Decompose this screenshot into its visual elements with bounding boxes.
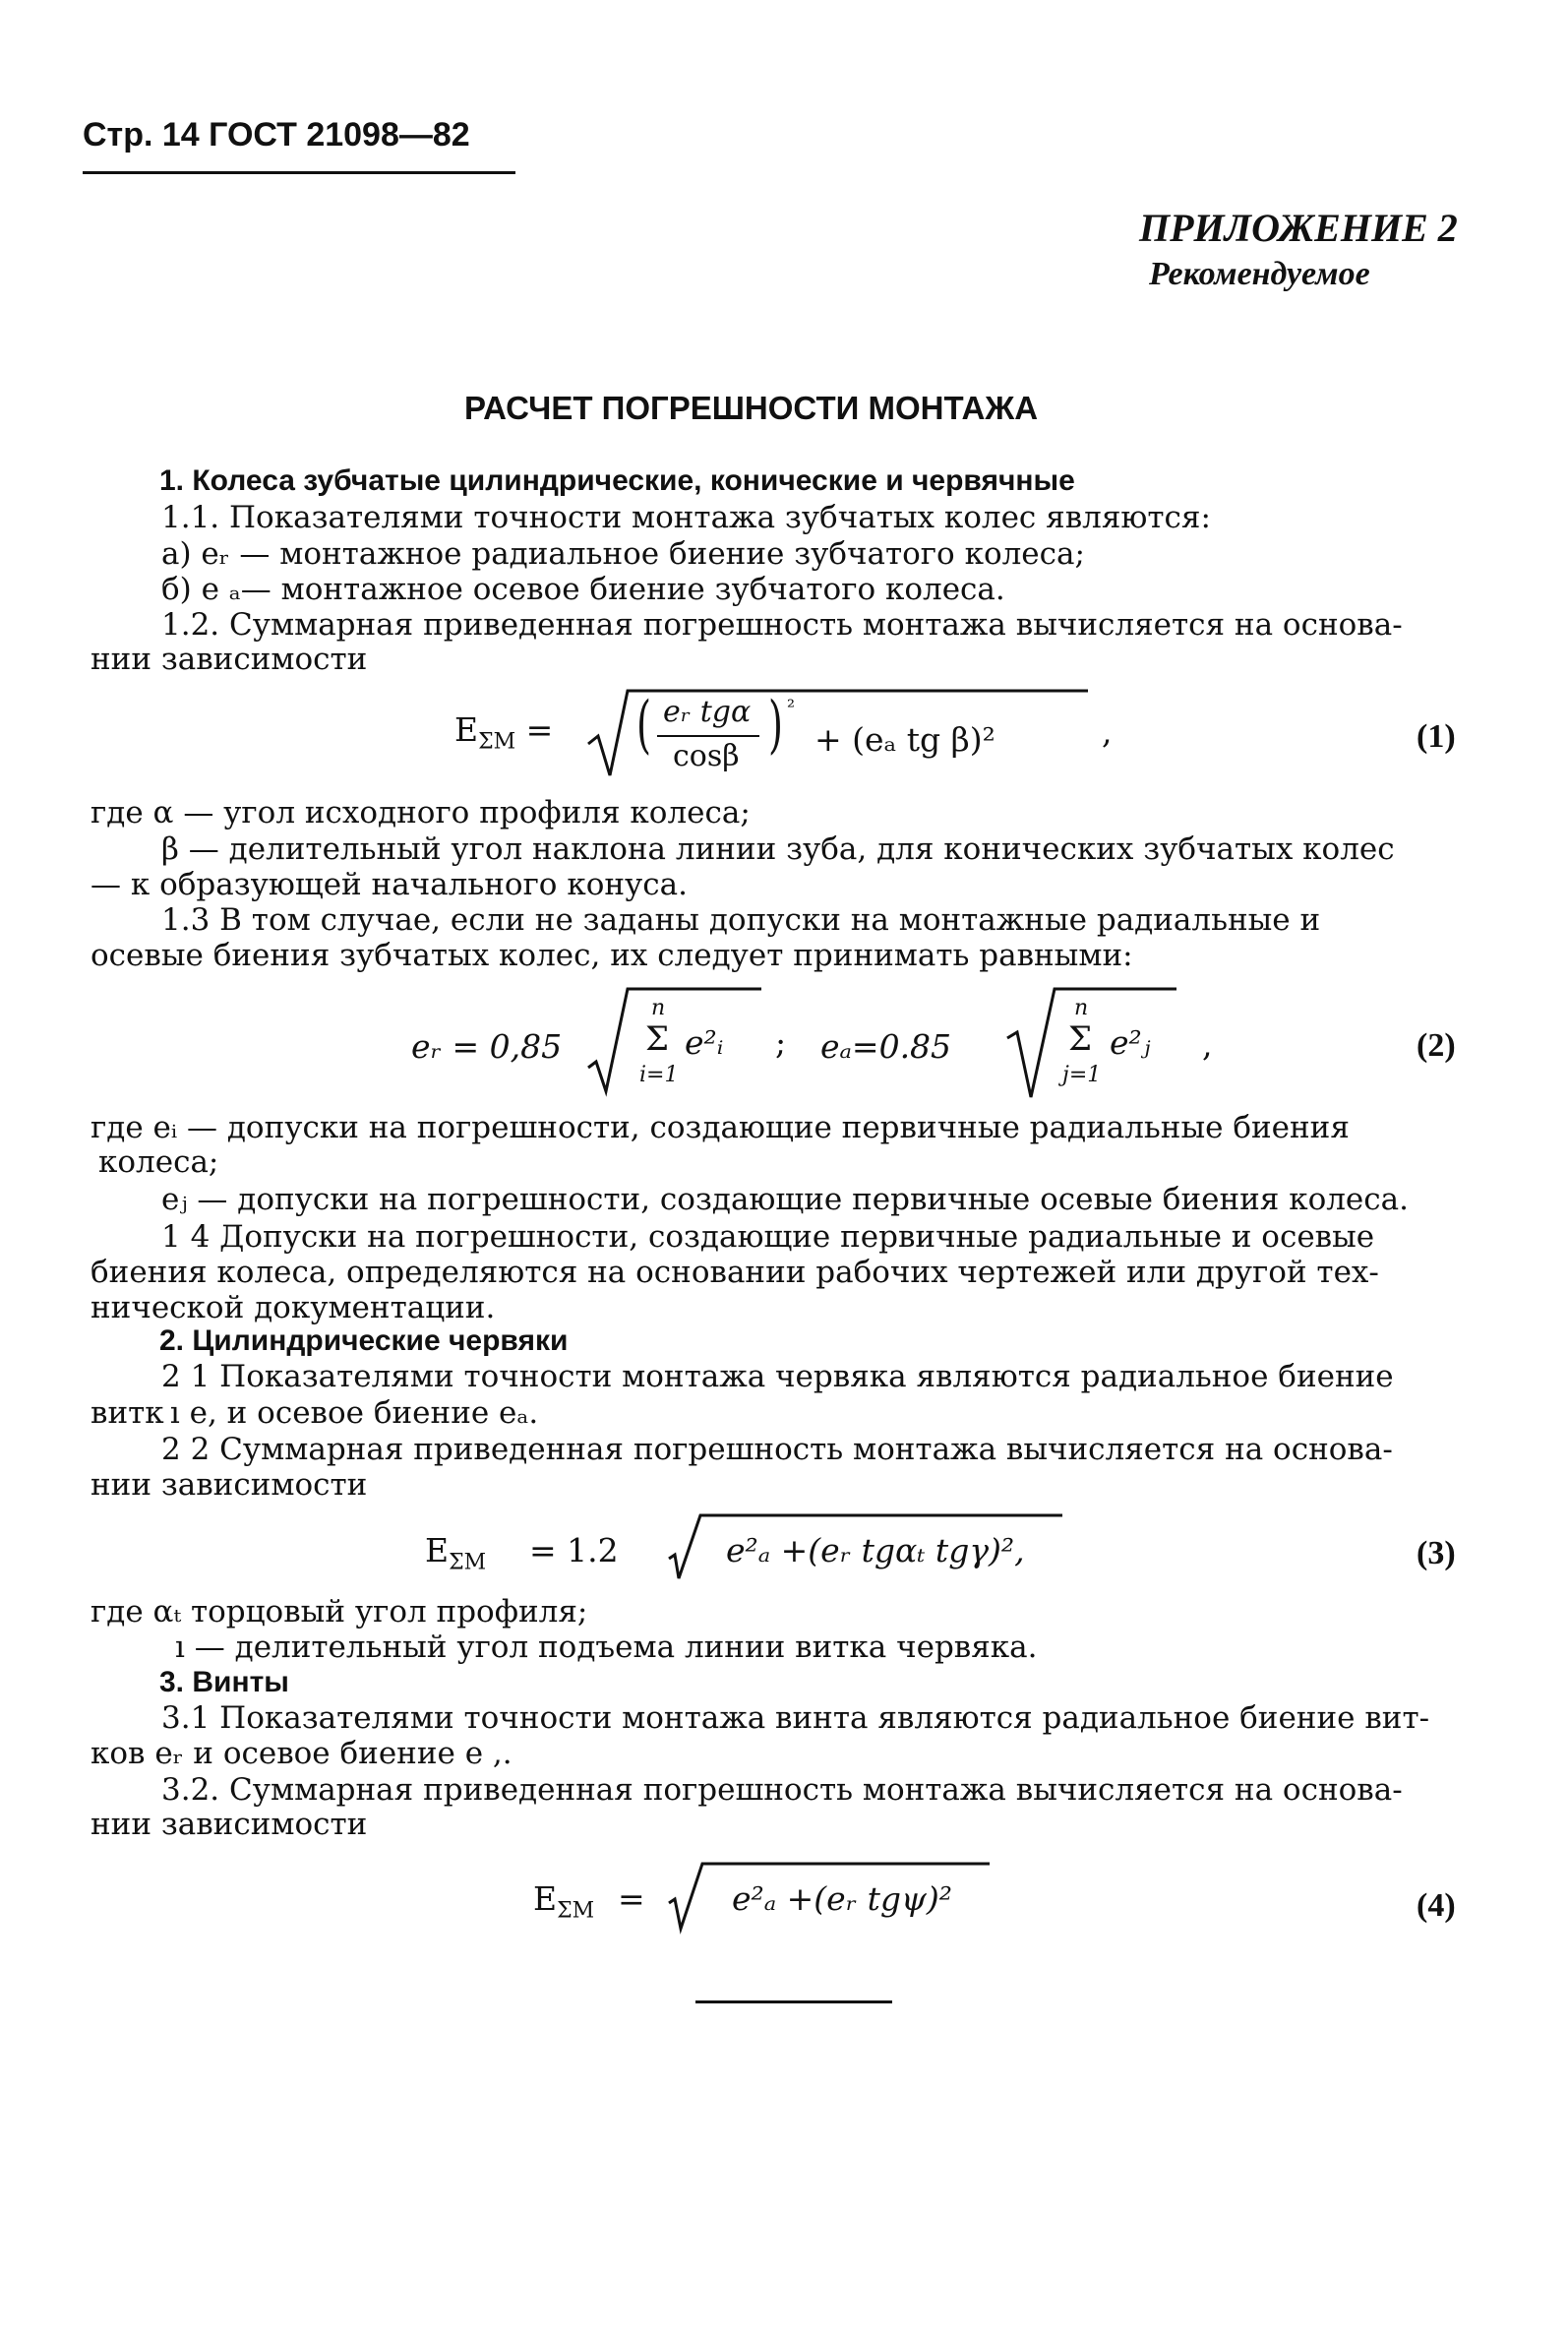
formula-2-separator: ; [775,1023,787,1062]
formula-2-sum1-bottom: i=1 [639,1063,679,1087]
formula-3-radicand: e²ₐ +(eᵣ tgαₜ tgγ)², [726,1531,1025,1569]
header-rule [83,171,515,174]
section-1-heading: 1. Колеса зубчатые цилиндрические, конические и червячные [159,464,1075,497]
formula-4-radicand: e²ₐ +(eᵣ tgψ)² [732,1879,953,1918]
formula-3-coef: = 1.2 [529,1531,619,1569]
formula-2-ei: e²ᵢ [685,1023,724,1062]
where-gamma: ı — делительный угол подъема линии витка червяка. [175,1630,1038,1665]
formula-4-lhs-e: E [533,1879,558,1918]
where-ei-line2: колеса; [98,1144,219,1180]
document-title: РАСЧЕТ ПОГРЕШНОСТИ МОНТАЖА [464,390,1039,426]
formula-2-radical-2 [1007,989,1015,997]
paragraph-2-2-line1: 2 2 Суммарная приведенная погрешность монтажа вычисляется на основа- [161,1432,1393,1467]
item-b: б) e ₐ— монтажное осевое биение зубчатого колеса. [161,572,1005,607]
formula-2-sum1: Σ [645,1019,670,1059]
formula-4-eq: = [618,1879,645,1918]
formula-2-radical-1 [588,989,596,997]
item-a: а) eᵣ — монтажное радиальное биение зубчатого колеса; [161,536,1085,572]
formula-2-mid: eₐ=0.85 [820,1027,952,1066]
formula-2-number: (2) [1417,1027,1456,1064]
formula-1-lhs: $E_{\Sigma M}$ = [454,710,554,755]
paragraph-2-1-line2: витк ı e, и осевое биение eₐ. [90,1395,539,1431]
formula-2-sum2-bottom: j=1 [1062,1063,1102,1087]
section-2-heading: 2. Цилиндрические червяки [159,1324,569,1357]
formula-1-paren-open: ( [635,689,651,762]
where-ei-line1: где eᵢ — допуски на погрешности, создающие первичные радиальные биения [90,1110,1350,1145]
formula-4-number: (4) [1417,1887,1456,1924]
formula-3-radical [669,1515,677,1523]
where-alpha-t: где αₜ торцовый угол профиля; [90,1594,588,1630]
paragraph-3-2-line1: 3.2. Суммарная приведенная погрешность монтажа вычисляется на основа- [161,1772,1403,1808]
formula-2-tail: , [1202,1025,1213,1064]
paragraph-1-4-line3: нической документации. [90,1290,496,1325]
formula-4-lhs-sub: ΣM [557,1898,595,1924]
formula-1-radical [588,691,596,699]
paragraph-2-2-line2: нии зависимости [90,1467,368,1503]
formula-1-denominator: cosβ [673,739,740,773]
paragraph-3-1-line2: ков eᵣ и осевое биение e ,. [90,1736,513,1771]
where-alpha: где α — угол исходного профиля колеса; [90,795,751,830]
end-rule [695,2000,892,2003]
paragraph-2-1-line1: 2 1 Показателями точности монтажа червяка являются радиальное биение [161,1359,1394,1394]
formula-1-fraction-bar [657,735,759,737]
formula-1-square: ² [787,695,796,718]
appendix-label: ПРИЛОЖЕНИЕ 2 [1139,206,1458,250]
formula-2-sum1-top: n [651,996,666,1020]
paragraph-1-2-line1: 1.2. Суммарная приведенная погрешность монтажа вычисляется на основа- [161,607,1403,643]
formula-2-lhs: eᵣ = 0,85 [411,1027,563,1066]
paragraph-1-3-line2: осевые биения зубчатых колес, их следует принимать равными: [90,938,1133,973]
paragraph-1-2-line2: нии зависимости [90,642,368,677]
appendix-type: Рекомендуемое [1149,256,1370,292]
paragraph-1-3-line1: 1.3 В том случае, если не заданы допуски на монтажные радиальные и [161,902,1321,938]
formula-1-rest: + (eₐ tg β)² [814,720,995,759]
formula-1-numerator: eᵣ tgα [663,695,752,729]
formula-3-number: (3) [1417,1535,1456,1571]
where-beta-line1: β — делительный угол наклона линии зуба, для конических зубчатых колес [161,831,1395,867]
paragraph-1-4-line1: 1 4 Допуски на погрешности, создающие первичные радиальные и осевые [161,1219,1375,1255]
formula-1-number: (1) [1417,718,1456,755]
formula-1-paren-close: ) [767,689,783,762]
formula-2-ej: e²ⱼ [1110,1023,1151,1062]
formula-3-lhs [425,1531,486,1575]
paragraph-1-4-line2: биения колеса, определяются на основании рабочих чертежей или другой тех- [90,1255,1379,1290]
formula-4-lhs [533,1879,594,1924]
page-header: Стр. 14 ГОСТ 21098—82 [83,116,470,154]
formula-3-lhs-sub: ΣM [449,1550,487,1575]
formula-1-tail: , [1102,712,1113,751]
formula-1-lhs-sub: ΣM [478,729,516,755]
section-3-heading: 3. Винты [159,1666,289,1698]
formula-4-radical [669,1864,677,1872]
where-ej: eⱼ — допуски на погрешности, создающие первичные осевые биения колеса. [161,1182,1409,1217]
formula-3-lhs-e: E [425,1531,450,1569]
formula-2-sum2: Σ [1068,1019,1093,1059]
paragraph-3-2-line2: нии зависимости [90,1807,368,1842]
paragraph-1-1: 1.1. Показателями точности монтажа зубчатых колес являются: [161,500,1211,535]
paragraph-3-1-line1: 3.1 Показателями точности монтажа винта являются радиальное биение вит- [161,1700,1430,1736]
formula-2-sum2-top: n [1074,996,1089,1020]
formula-1-lhs-e: E [454,710,479,749]
where-beta-line2: — к образующей начального конуса. [90,867,688,902]
